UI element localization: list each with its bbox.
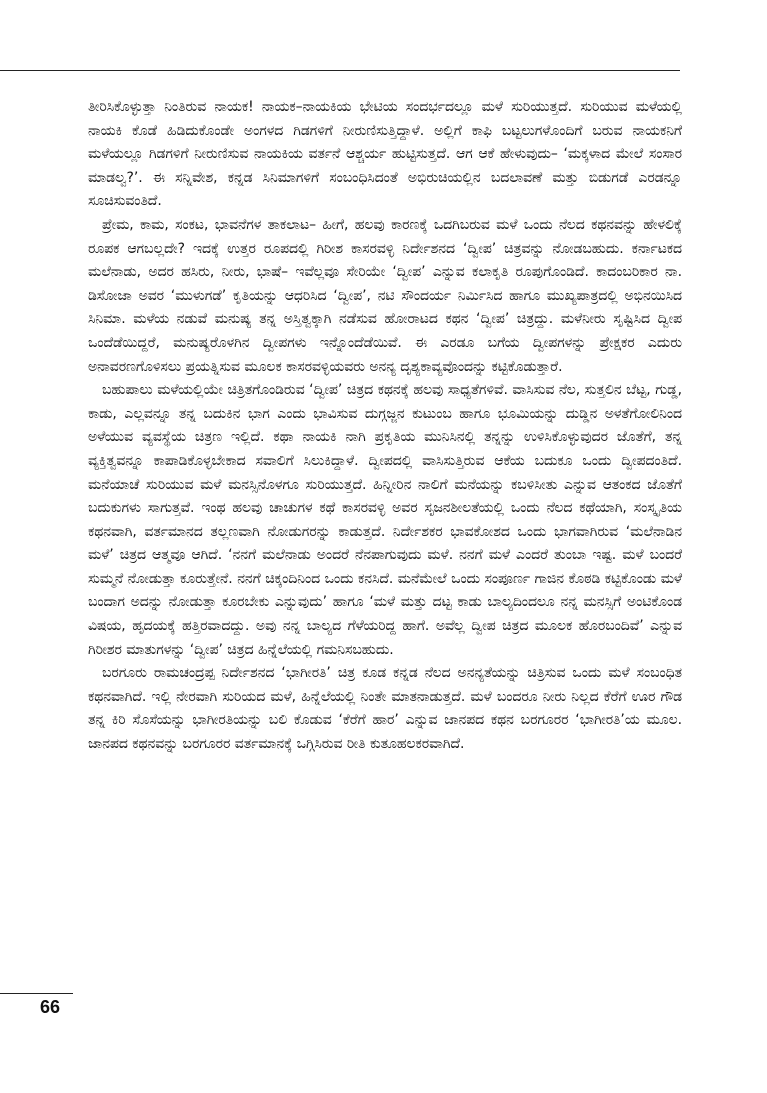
footer-rule	[0, 993, 73, 994]
paragraph: ಪ್ರೇಮ, ಕಾಮ, ಸಂಕಟ, ಭಾವನೆಗಳ ತಾಕಲಾಟ– ಹೀಗೆ, ಹಲವು ಕಾರಣಕ್ಕೆ ಒದಗಿಬರುವ ಮಳೆ ಒಂದು ನೆಲದ ಕಥನವನ್ನು ಹೇಳಲಿಕ್ಕೆ ರೂಪಕ ಆಗಬಲ್ಲದೇ? ಇದಕ್ಕೆ ಉತ್ತರ ರೂಪದಲ್ಲಿ ಗಿರೀಶ ಕಾಸರವಳ್ಳಿ ನಿರ್ದೇಶನದ ‘ದ್ವೀಪ’ ಚಿತ್ರವನ್ನು ನೋಡಬಹುದು. ಕರ್ನಾಟಕದ ಮಲೆನಾಡು, ಅದರ ಹಸಿರು, ನೀರು, ಭಾಷೆ– ಇವೆಲ್ಲವೂ ಸೇರಿಯೇ ‘ದ್ವೀಪ’ ಎನ್ನುವ ಕಲಾಕೃತಿ ರೂಪುಗೊಂಡಿದೆ. ಕಾದಂಬರಿಕಾರ ನಾ. ಡಿಸೋಜಾ ಅವರ ‘ಮುಳುಗಡೆ’ ಕೃತಿಯನ್ನು ಆಧರಿಸಿದ ‘ದ್ವೀಪ’, ನಟಿ ಸೌಂದರ್ಯ ನಿರ್ಮಿಸಿದ ಹಾಗೂ ಮುಖ್ಯಪಾತ್ರದಲ್ಲಿ ಅಭಿನಯಿಸಿದ ಸಿನಿಮಾ. ಮಳೆಯ ನಡುವೆ ಮನುಷ್ಯ ತನ್ನ ಅಸ್ತಿತ್ವಕ್ಕಾಗಿ ನಡೆಸುವ ಹೋರಾಟದ ಕಥನ ‘ದ್ವೀಪ’ ಚಿತ್ರದ್ದು. ಮಳೆನೀರು ಸೃಷ್ಟಿಸಿದ ದ್ವೀಪ ಒಂದೆಡೆಯಿದ್ದರೆ, ಮನುಷ್ಯರೊಳಗಿನ ದ್ವೀಪಗಳು ಇನ್ನೊಂದೆಡೆಯಿವೆ. ಈ ಎರಡೂ ಬಗೆಯ ದ್ವೀಪಗಳನ್ನು ಪ್ರೇಕ್ಷಕರ ಎದುರು ಅನಾವರಣಗೊಳಿಸಲು ಪ್ರಯತ್ನಿಸುವ ಮೂಲಕ ಕಾಸರವಳ್ಳಿಯವರು ಅನನ್ಯ ದೃಶ್ಯಕಾವ್ಯವೊಂದನ್ನು ಕಟ್ಟಿಕೊಡುತ್ತಾರೆ.	[88, 216, 682, 375]
page-number: 66	[40, 997, 61, 1017]
body-text	[88, 96, 682, 757]
paragraph: ತೀರಿಸಿಕೊಳ್ಳುತ್ತಾ ನಿಂತಿರುವ ನಾಯಕ! ನಾಯಕ–ನಾಯಕಿಯ ಭೇಟಿಯ ಸಂದರ್ಭದಲ್ಲೂ ಮಳೆ ಸುರಿಯುತ್ತದೆ. ಸುರಿಯುವ ಮಳೆಯಲ್ಲಿ ನಾಯಕಿ ಕೊಡೆ ಹಿಡಿದುಕೊಂಡೇ ಅಂಗಳದ ಗಿಡಗಳಿಗೆ ನೀರುಣಿಸುತ್ತಿದ್ದಾಳೆ. ಅಲ್ಲಿಗೆ ಕಾಫಿ ಬಟ್ಟಲುಗಳೊಂದಿಗೆ ಬರುವ ನಾಯಕನಿಗೆ ಮಳೆಯಲ್ಲೂ ಗಿಡಗಳಿಗೆ ನೀರುಣಿಸುವ ನಾಯಕಿಯ ವರ್ತನೆ ಆಶ್ಚರ್ಯ ಹುಟ್ಟಿಸುತ್ತದೆ. ಆಗ ಆಕೆ ಹೇಳುವುದು– ‘ಮಕ್ಕಳಾದ ಮೇಲೆ ಸಂಸಾರ ಮಾಡಲ್ವ?’. ಈ ಸನ್ನಿವೇಶ, ಕನ್ನಡ ಸಿನಿಮಾಗಳಿಗೆ ಸಂಬಂಧಿಸಿದಂತೆ ಅಭಿರುಚಿಯಲ್ಲಿನ ಬದಲಾವಣೆ ಮತ್ತು ಬಿಡುಗಡೆ ಎರಡನ್ನೂ ಸೂಚಿಸುವಂತಿದೆ.	[88, 99, 682, 210]
paragraph: ಬಹುಪಾಲು ಮಳೆಯಲ್ಲಿಯೇ ಚಿತ್ರಿತಗೊಂಡಿರುವ ‘ದ್ವೀಪ’ ಚಿತ್ರದ ಕಥನಕ್ಕೆ ಹಲವು ಸಾಧ್ಯತೆಗಳಿವೆ. ವಾಸಿಸುವ ನೆಲ, ಸುತ್ತಲಿನ ಬೆಟ್ಟ, ಗುಡ್ಡ, ಕಾಡು, ಎಲ್ಲವನ್ನೂ ತನ್ನ ಬದುಕಿನ ಭಾಗ ಎಂದು ಭಾವಿಸುವ ದುಗ್ಗಜ್ಜನ ಕುಟುಂಬ ಹಾಗೂ ಭೂಮಿಯನ್ನು ದುಡ್ಡಿನ ಅಳತೆಗೋಲಿನಿಂದ ಅಳೆಯುವ ವ್ಯವಸ್ಥೆಯ ಚಿತ್ರಣ ಇಲ್ಲಿದೆ. ಕಥಾ ನಾಯಕಿ ನಾಗಿ ಪ್ರಕೃತಿಯ ಮುನಿಸಿನಲ್ಲಿ ತನ್ನನ್ನು ಉಳಿಸಿಕೊಳ್ಳುವುದರ ಜೊತೆಗೆ, ತನ್ನ ವ್ಯಕ್ತಿತ್ವವನ್ನೂ ಕಾಪಾಡಿಕೊಳ್ಳಬೇಕಾದ ಸವಾಲಿಗೆ ಸಿಲುಕಿದ್ದಾಳೆ. ದ್ವೀಪದಲ್ಲಿ ವಾಸಿಸುತ್ತಿರುವ ಆಕೆಯ ಬದುಕೂ ಒಂದು ದ್ವೀಪದಂತಿದೆ. ಮನೆಯಾಚೆ ಸುರಿಯುವ ಮಳೆ ಮನಸ್ಸಿನೊಳಗೂ ಸುರಿಯುತ್ತದೆ. ಹಿನ್ನೀರಿನ ನಾಲಿಗೆ ಮನೆಯನ್ನು ಕಬಳಿಸೀತು ಎನ್ನುವ ಆತಂಕದ ಜೊತೆಗೆ ಬದುಕುಗಳು ಸಾಗುತ್ತವೆ. ಇಂಥ ಹಲವು ಚಾಚುಗಳ ಕಥೆ ಕಾಸರವಳ್ಳಿ ಅವರ ಸೃಜನಶೀಲತೆಯಲ್ಲಿ ಒಂದು ನೆಲದ ಕಥೆಯಾಗಿ, ಸಂಸ್ಕೃತಿಯ ಕಥನವಾಗಿ, ವರ್ತಮಾನದ ತಲ್ಲಣವಾಗಿ ನೋಡುಗರನ್ನು ಕಾಡುತ್ತದೆ. ನಿರ್ದೇಶಕರ ಭಾವಕೋಶದ ಒಂದು ಭಾಗವಾಗಿರುವ ‘ಮಲೆನಾಡಿನ ಮಳೆ’ ಚಿತ್ರದ ಆತ್ಮವೂ ಆಗಿದೆ. ‘ನನಗೆ ಮಲೆನಾಡು ಅಂದರೆ ನೆನಪಾಗುವುದು ಮಳೆ. ನನಗೆ ಮಳೆ ಎಂದರೆ ತುಂಬಾ ಇಷ್ಟ. ಮಳೆ ಬಂದರೆ ಸುಮ್ಮನೆ ನೋಡುತ್ತಾ ಕೂರುತ್ತೇನೆ. ನನಗೆ ಚಿಕ್ಕಂದಿನಿಂದ ಒಂದು ಕನಸಿದೆ. ಮನೆಮೇಲೆ ಒಂದು ಸಂಪೂರ್ಣ ಗಾಜಿನ ಕೊಠಡಿ ಕಟ್ಟಿಕೊಂಡು ಮಳೆ ಬಂದಾಗ ಅದನ್ನು ನೋಡುತ್ತಾ ಕೂರಬೇಕು ಎನ್ನುವುದು’ ಹಾಗೂ ‘ಮಳೆ ಮತ್ತು ದಟ್ಟ ಕಾಡು ಬಾಲ್ಯದಿಂದಲೂ ನನ್ನ ಮನಸ್ಸಿಗೆ ಅಂಟಿಕೊಂಡ ವಿಷಯ, ಹೃದಯಕ್ಕೆ ಹತ್ತಿರವಾದದ್ದು. ಅವು ನನ್ನ ಬಾಲ್ಯದ ಗೆಳೆಯರಿದ್ದ ಹಾಗೆ. ಅವೆಲ್ಲ ದ್ವೀಪ ಚಿತ್ರದ ಮೂಲಕ ಹೊರಬಂದಿವೆ’ ಎನ್ನುವ ಗಿರೀಶರ ಮಾತುಗಳನ್ನು ‘ದ್ವೀಪ’ ಚಿತ್ರದ ಹಿನ್ನೆಲೆಯಲ್ಲಿ ಗಮನಿಸಬಹುದು.	[88, 382, 682, 658]
header-rule	[0, 70, 680, 71]
paragraph: ಬರಗೂರು ರಾಮಚಂದ್ರಪ್ಪ ನಿರ್ದೇಶನದ ‘ಭಾಗೀರತಿ’ ಚಿತ್ರ ಕೂಡ ಕನ್ನಡ ನೆಲದ ಅನನ್ಯತೆಯನ್ನು ಚಿತ್ರಿಸುವ ಒಂದು ಮಳೆ ಸಂಬಂಧಿತ ಕಥನವಾಗಿದೆ. ಇಲ್ಲಿ ನೇರವಾಗಿ ಸುರಿಯದ ಮಳೆ, ಹಿನ್ನೆಲೆಯಲ್ಲಿ ನಿಂತೇ ಮಾತನಾಡುತ್ತದೆ. ಮಳೆ ಬಂದರೂ ನೀರು ನಿಲ್ಲದ ಕೆರೆಗೆ ಊರ ಗೌಡ ತನ್ನ ಕಿರಿ ಸೊಸೆಯನ್ನು ಭಾಗೀರತಿಯನ್ನು ಬಲಿ ಕೊಡುವ ‘ಕೆರೆಗೆ ಹಾರ’ ಎನ್ನುವ ಜಾನಪದ ಕಥನ ಬರಗೂರರ ‘ಭಾಗೀರತಿ’ಯ ಮೂಲ. ಜಾನಪದ ಕಥನವನ್ನು ಬರಗೂರರ ವರ್ತಮಾನಕ್ಕೆ ಒಗ್ಗಿಸಿರುವ ರೀತಿ ಕುತೂಹಲಕರವಾಗಿದೆ.	[88, 665, 682, 753]
